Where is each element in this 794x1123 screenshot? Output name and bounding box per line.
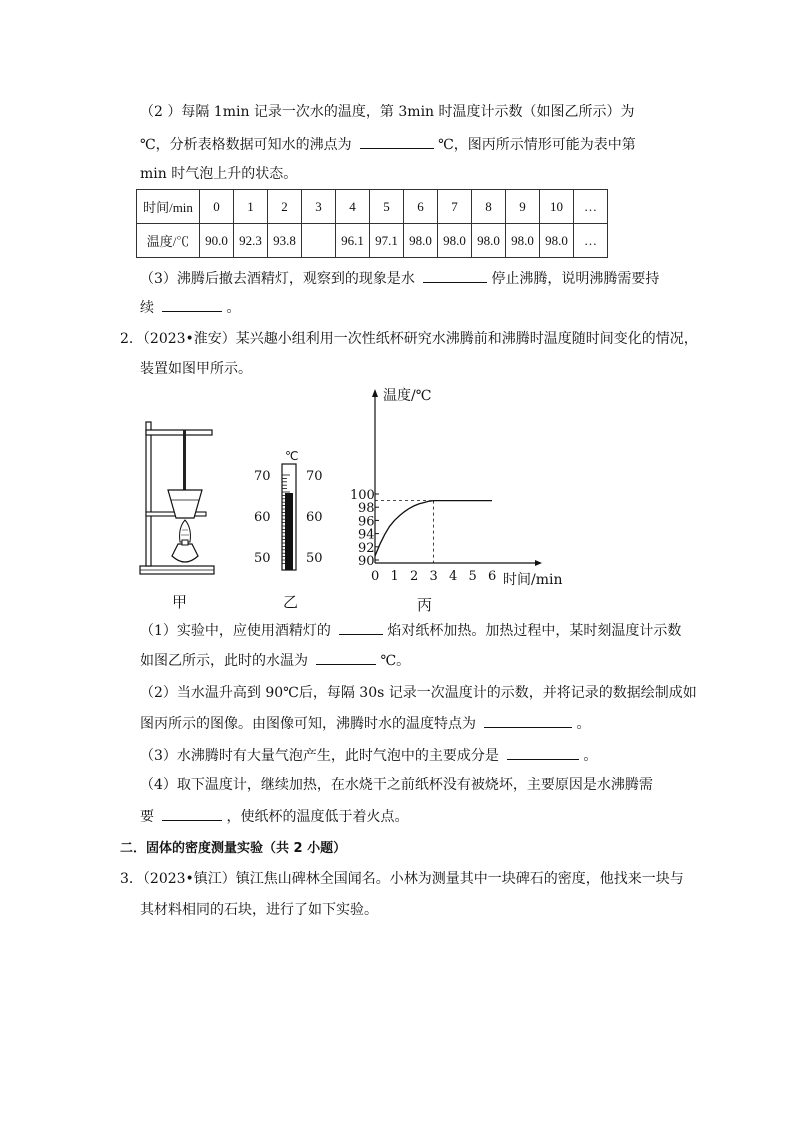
x-axis-label: 时间/min (503, 572, 563, 588)
answer-blank[interactable] (162, 806, 222, 821)
x-tick-label: 5 (468, 569, 477, 584)
q1-p3-line1: （3）沸腾后撤去酒精灯，观察到的现象是水 停止沸腾，说明沸腾需要持 (140, 268, 659, 289)
answer-blank[interactable] (423, 268, 487, 283)
mercury-column (285, 493, 293, 570)
table-cell: … (574, 190, 608, 224)
q1-p3-line2: 续 。 (140, 297, 240, 318)
q2-line1: 2．（2023•淮安）某兴趣小组利用一次性纸杯研究水沸腾前和沸腾时温度随时间变化的情况， (120, 331, 698, 347)
table-cell: 98.0 (438, 224, 472, 258)
table-cell: 97.1 (370, 224, 404, 258)
table-cell: … (574, 224, 608, 258)
x-axis-arrow (535, 560, 542, 566)
tick-label: 70 (306, 469, 323, 484)
table-cell: 0 (200, 190, 234, 224)
table-cell: 3 (302, 190, 336, 224)
table-cell: 10 (540, 190, 574, 224)
table-cell: 2 (268, 190, 302, 224)
y-axis-label: 温度/℃ (383, 388, 432, 404)
temperature-chart (340, 383, 580, 588)
table-cell: 6 (404, 190, 438, 224)
y-tick-label: 94 (358, 527, 375, 543)
q2-line2: 装置如图甲所示。 (140, 361, 252, 377)
table-cell: 90.0 (200, 224, 234, 258)
q3-line1: 3．（2023•镇江）镇江焦山碑林全国闻名。小林为测量其中一块碑石的密度，他找来一块与 (120, 871, 684, 887)
tick-label: 60 (306, 510, 323, 525)
q2-p1-line2: 如图乙所示，此时的水温为 ℃。 (140, 650, 410, 671)
q3-line2: 其材料相同的石块，进行了如下实验。 (140, 902, 378, 918)
answer-blank[interactable] (484, 713, 572, 728)
table-cell: 98.0 (404, 224, 438, 258)
table-cell: 7 (438, 190, 472, 224)
answer-blank[interactable] (339, 620, 383, 635)
table-row (137, 224, 608, 258)
y-tick-label: 92 (358, 540, 375, 556)
figure-caption-jia: 甲 (172, 593, 188, 611)
table-cell: 98.0 (506, 224, 540, 258)
answer-blank[interactable] (507, 745, 579, 760)
q1-p2-line2: ℃，分析表格数据可知水的沸点为 ℃，图丙所示情形可能为表中第 (140, 134, 636, 155)
table-row (137, 190, 608, 224)
table-cell: 5 (370, 190, 404, 224)
section-title: 二．固体的密度测量实验（共 2 小题） (120, 841, 347, 856)
table-cell: 98.0 (540, 224, 574, 258)
y-tick-label: 98 (358, 501, 375, 517)
tick-label: 70 (254, 469, 271, 484)
y-tick-label: 96 (358, 514, 375, 530)
answer-blank[interactable] (162, 297, 222, 312)
y-tick-label: 100 (350, 488, 375, 503)
q2-p4-line2: 要 ，使纸杯的温度低于着火点。 (140, 806, 408, 827)
table-cell: 9 (506, 190, 540, 224)
table-cell: 4 (336, 190, 370, 224)
table-cell: 时间/min (137, 190, 200, 224)
q2-p2-line1: （2）当水温升高到 90℃后，每隔 30s 记录一次温度计的示数，并将记录的数据绘制成如 (140, 685, 697, 701)
x-tick-label: 1 (390, 569, 399, 584)
stand-pole (146, 422, 151, 566)
q2-p4-line1: （4）取下温度计，继续加热，在水烧干之前纸杯没有被烧坏，主要原因是水沸腾需 (140, 777, 653, 793)
x-tick-label: 6 (488, 569, 497, 584)
stand-arm-top (146, 430, 212, 435)
q2-p3-line: （3）水沸腾时有大量气泡产生，此时气泡中的主要成分是 。 (140, 745, 597, 766)
x-tick-label: 0 (371, 569, 380, 584)
table-cell: 8 (472, 190, 506, 224)
flame (180, 520, 191, 542)
alcohol-lamp (172, 544, 198, 562)
tick-label: 60 (254, 510, 271, 525)
tick-label: 50 (254, 551, 271, 566)
q2-p1-line1: （1）实验中，应使用酒精灯的 焰对纸杯加热。加热过程中，某时刻温度计示数 (140, 620, 681, 641)
x-tick-label: 2 (410, 569, 419, 584)
table-cell: 温度/℃ (137, 224, 200, 258)
q1-p2-line1: （2 ）每隔 1min 记录一次水的温度，第 3min 时温度计示数（如图乙所示）为 (140, 104, 635, 120)
thermo-unit: ℃ (285, 449, 299, 463)
figure-caption-bing: 丙 (417, 596, 433, 614)
table-cell: 1 (234, 190, 268, 224)
apparatus-figure (138, 418, 218, 580)
thermometer-figure (248, 444, 328, 574)
figure-caption-yi: 乙 (283, 593, 299, 611)
y-axis-arrow (372, 389, 378, 397)
q1-p2-line3: min 时气泡上升的状态。 (140, 166, 298, 182)
table-cell[interactable] (302, 224, 336, 258)
table-cell: 93.8 (268, 224, 302, 258)
q2-p2-line2: 图丙所示的图像。由图像可知，沸腾时水的温度特点为 。 (140, 713, 590, 734)
table-cell: 92.3 (234, 224, 268, 258)
data-table (136, 189, 608, 258)
table-cell: 98.0 (472, 224, 506, 258)
x-tick-label: 3 (429, 569, 438, 584)
answer-blank[interactable] (360, 134, 434, 149)
answer-blank[interactable] (316, 650, 376, 665)
table-cell: 96.1 (336, 224, 370, 258)
tick-label: 50 (306, 551, 323, 566)
x-tick-label: 4 (449, 569, 458, 584)
y-tick-label: 90 (358, 554, 375, 569)
